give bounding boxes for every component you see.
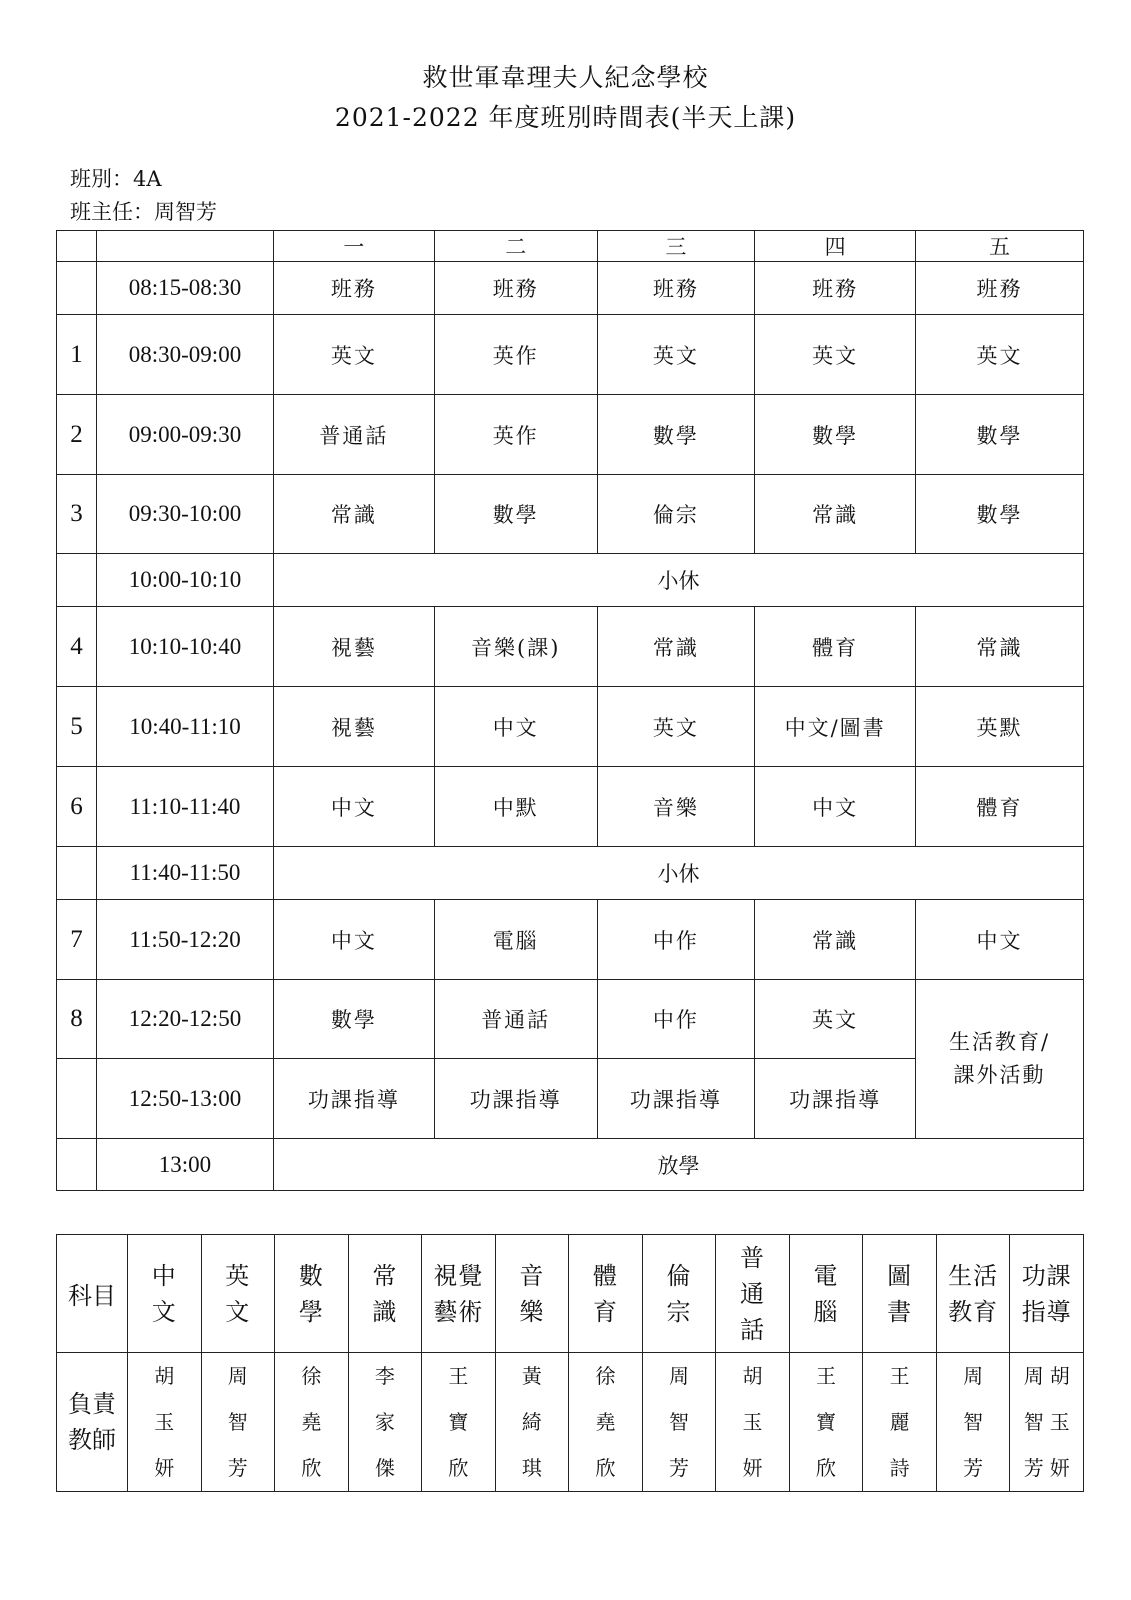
subject-name-part: 電 bbox=[813, 1261, 839, 1290]
subject-name-part: 圖 bbox=[887, 1261, 913, 1290]
lesson-cell: 中文/圖書 bbox=[755, 687, 916, 767]
subject-name-part: 育 bbox=[592, 1297, 618, 1326]
period-number bbox=[57, 262, 97, 315]
lesson-cell: 功課指導 bbox=[274, 1059, 435, 1139]
teacher-name-char: 芳 bbox=[1023, 1456, 1044, 1480]
period-number bbox=[57, 847, 97, 900]
lesson-cell: 班務 bbox=[434, 262, 597, 315]
lesson-cell: 中文 bbox=[755, 767, 916, 847]
friday-activity-line: 生活教育/ bbox=[948, 1030, 1051, 1055]
lesson-cell: 常識 bbox=[755, 900, 916, 980]
teacher-name-char: 欣 bbox=[301, 1456, 322, 1480]
subject-teacher bbox=[642, 1353, 716, 1492]
teacher-name-char: 王 bbox=[816, 1364, 837, 1388]
subject-row bbox=[57, 1235, 1084, 1353]
subject-name-part: 腦 bbox=[813, 1297, 839, 1326]
subject-name-part: 文 bbox=[151, 1297, 177, 1326]
subject-name-part: 識 bbox=[372, 1297, 398, 1326]
teacher-name-char: 李 bbox=[374, 1364, 395, 1388]
subject-name bbox=[348, 1235, 422, 1353]
lesson-cell: 音樂 bbox=[597, 767, 755, 847]
subject-teacher bbox=[348, 1353, 422, 1492]
subject-name bbox=[789, 1235, 863, 1353]
teacher-name-column bbox=[1050, 1353, 1070, 1491]
lesson-cell: 英文 bbox=[755, 980, 916, 1059]
lesson-cell: 常識 bbox=[916, 607, 1084, 687]
subject-name bbox=[1010, 1235, 1084, 1353]
subject-name-part: 體 bbox=[592, 1261, 618, 1290]
school-name: 救世軍韋理夫人紀念學校 bbox=[422, 63, 709, 92]
lesson-cell: 班務 bbox=[916, 262, 1084, 315]
teacher-name-char: 周 bbox=[227, 1364, 248, 1388]
lesson-cell: 中文 bbox=[274, 767, 435, 847]
teacher-name-char: 琪 bbox=[521, 1456, 542, 1480]
lesson-cell: 班務 bbox=[597, 262, 755, 315]
teacher-name-char: 堯 bbox=[595, 1410, 616, 1434]
lesson-cell: 英默 bbox=[916, 687, 1084, 767]
time-slot: 11:50-12:20 bbox=[96, 900, 273, 980]
teacher-row-label-text: 負責教師 bbox=[68, 1390, 116, 1454]
teacher-row-label bbox=[57, 1353, 128, 1492]
teacher-name-char: 智 bbox=[668, 1410, 689, 1434]
day-header-row bbox=[57, 231, 1084, 262]
teacher-name-char: 玉 bbox=[742, 1410, 763, 1434]
lesson-cell: 功課指導 bbox=[434, 1059, 597, 1139]
teacher-name-char: 周 bbox=[1023, 1364, 1044, 1388]
lesson-cell: 視藝 bbox=[274, 687, 435, 767]
subject-name-part: 普 bbox=[740, 1243, 766, 1272]
lesson-cell: 數學 bbox=[434, 475, 597, 554]
subject-name bbox=[642, 1235, 716, 1353]
subject-name-part: 常 bbox=[372, 1261, 398, 1290]
subject-name bbox=[128, 1235, 202, 1353]
lesson-cell: 倫宗 bbox=[597, 475, 755, 554]
subject-name bbox=[201, 1235, 275, 1353]
subject-name-part: 宗 bbox=[666, 1297, 692, 1326]
day-header: 四 bbox=[755, 231, 916, 262]
subject-teacher-table bbox=[56, 1234, 1084, 1492]
subject-teacher bbox=[1010, 1353, 1084, 1492]
period-number: 4 bbox=[57, 607, 97, 687]
subject-name bbox=[863, 1235, 937, 1353]
lesson-cell: 中作 bbox=[597, 900, 755, 980]
time-header-cell bbox=[96, 231, 273, 262]
lesson-cell: 數學 bbox=[597, 395, 755, 475]
lesson-cell: 常識 bbox=[755, 475, 916, 554]
subject-name-part: 學 bbox=[298, 1297, 324, 1326]
friday-activity-cell bbox=[916, 980, 1084, 1139]
period-number bbox=[57, 1059, 97, 1139]
teacher-name-char: 家 bbox=[374, 1410, 395, 1434]
lesson-cell: 音樂(課) bbox=[434, 607, 597, 687]
timetable-row bbox=[57, 980, 1084, 1059]
subject-name bbox=[716, 1235, 790, 1353]
teacher-name-char: 芳 bbox=[668, 1456, 689, 1480]
teacher-name-char: 徐 bbox=[595, 1364, 616, 1388]
lesson-cell: 中文 bbox=[274, 900, 435, 980]
lesson-cell: 數學 bbox=[755, 395, 916, 475]
time-slot: 09:00-09:30 bbox=[96, 395, 273, 475]
teacher-name-char: 周 bbox=[963, 1364, 984, 1388]
teacher-name-char: 妍 bbox=[154, 1456, 175, 1480]
subject-name-part: 藝術 bbox=[433, 1297, 484, 1326]
subject-name-part: 倫 bbox=[666, 1261, 692, 1290]
teacher-name-char: 堯 bbox=[301, 1410, 322, 1434]
teacher-name-char: 智 bbox=[227, 1410, 248, 1434]
subject-name-part: 文 bbox=[225, 1297, 251, 1326]
time-slot: 12:20-12:50 bbox=[96, 980, 273, 1059]
teacher-name-char: 王 bbox=[889, 1364, 910, 1388]
subject-name bbox=[495, 1235, 569, 1353]
time-slot: 13:00 bbox=[96, 1139, 273, 1191]
timetable-row bbox=[57, 900, 1084, 980]
teacher-name-char: 傑 bbox=[374, 1456, 395, 1480]
time-slot: 10:00-10:10 bbox=[96, 554, 273, 607]
lesson-cell: 常識 bbox=[274, 475, 435, 554]
lesson-cell: 體育 bbox=[916, 767, 1084, 847]
timetable-row bbox=[57, 767, 1084, 847]
teacher-name-char: 胡 bbox=[154, 1364, 175, 1388]
timetable-row bbox=[57, 1139, 1084, 1191]
day-header: 三 bbox=[597, 231, 755, 262]
break-cell: 放學 bbox=[274, 1139, 1084, 1191]
subject-name-part: 視覺 bbox=[433, 1261, 484, 1290]
subject-name-part: 樂 bbox=[519, 1297, 545, 1326]
subject-teacher bbox=[716, 1353, 790, 1492]
timetable bbox=[56, 230, 1084, 1191]
teacher-name-char: 王 bbox=[448, 1364, 469, 1388]
teacher-name-char: 周 bbox=[668, 1364, 689, 1388]
lesson-cell: 中文 bbox=[434, 687, 597, 767]
class-label: 班別：4A bbox=[70, 167, 162, 191]
time-slot: 12:50-13:00 bbox=[96, 1059, 273, 1139]
teacher-name-char: 麗 bbox=[889, 1410, 910, 1434]
timetable-row bbox=[57, 315, 1084, 395]
time-slot: 11:10-11:40 bbox=[96, 767, 273, 847]
friday-activity-line: 課外活動 bbox=[953, 1063, 1046, 1087]
teacher-name-char: 徐 bbox=[301, 1364, 322, 1388]
subject-teacher bbox=[936, 1353, 1010, 1492]
time-slot: 09:30-10:00 bbox=[96, 475, 273, 554]
subject-name bbox=[275, 1235, 349, 1353]
subject-teacher bbox=[275, 1353, 349, 1492]
subject-name bbox=[936, 1235, 1010, 1353]
corner-cell bbox=[57, 231, 97, 262]
subject-teacher bbox=[495, 1353, 569, 1492]
subject-name-part: 功課 bbox=[1021, 1261, 1072, 1290]
teacher-name-char: 智 bbox=[963, 1410, 984, 1434]
subject-name bbox=[422, 1235, 496, 1353]
subject-name-part: 音 bbox=[519, 1261, 545, 1290]
subject-teacher bbox=[863, 1353, 937, 1492]
subject-name-part: 教育 bbox=[948, 1297, 999, 1326]
teacher-name-char: 寶 bbox=[816, 1410, 837, 1434]
teacher-name-column bbox=[1024, 1353, 1044, 1491]
lesson-cell: 英文 bbox=[755, 315, 916, 395]
time-slot: 10:10-10:40 bbox=[96, 607, 273, 687]
teacher-name-char: 欣 bbox=[595, 1456, 616, 1480]
lesson-cell: 中默 bbox=[434, 767, 597, 847]
teacher-name-char: 智 bbox=[1023, 1410, 1044, 1434]
lesson-cell: 普通話 bbox=[274, 395, 435, 475]
period-number bbox=[57, 554, 97, 607]
subject-teacher bbox=[569, 1353, 643, 1492]
subject-name-part: 數 bbox=[298, 1261, 324, 1290]
time-slot: 08:30-09:00 bbox=[96, 315, 273, 395]
subject-name-part: 書 bbox=[887, 1297, 913, 1326]
day-header: 一 bbox=[274, 231, 435, 262]
teacher-name-char: 欣 bbox=[448, 1456, 469, 1480]
period-number: 6 bbox=[57, 767, 97, 847]
lesson-cell: 功課指導 bbox=[755, 1059, 916, 1139]
teacher-name-char: 妍 bbox=[1049, 1456, 1070, 1480]
subject-teacher bbox=[789, 1353, 863, 1492]
timetable-row bbox=[57, 607, 1084, 687]
period-number bbox=[57, 1139, 97, 1191]
timetable-subtitle: 2021-2022 年度班別時間表(半天上課) bbox=[334, 103, 797, 132]
lesson-cell: 英文 bbox=[916, 315, 1084, 395]
timetable-row bbox=[57, 475, 1084, 554]
subject-row-label: 科目 bbox=[57, 1235, 128, 1353]
timetable-row bbox=[57, 687, 1084, 767]
teacher-name-char: 欣 bbox=[816, 1456, 837, 1480]
teacher-row bbox=[57, 1353, 1084, 1492]
teacher-name-char: 玉 bbox=[1049, 1410, 1070, 1434]
period-number: 5 bbox=[57, 687, 97, 767]
subject-name-part: 生活 bbox=[948, 1261, 999, 1290]
subject-teacher bbox=[201, 1353, 275, 1492]
lesson-cell: 班務 bbox=[755, 262, 916, 315]
lesson-cell: 數學 bbox=[916, 475, 1084, 554]
lesson-cell: 數學 bbox=[916, 395, 1084, 475]
teacher-name-char: 玉 bbox=[154, 1410, 175, 1434]
lesson-cell: 中作 bbox=[597, 980, 755, 1059]
lesson-cell: 中文 bbox=[916, 900, 1084, 980]
timetable-row bbox=[57, 847, 1084, 900]
break-cell: 小休 bbox=[274, 847, 1084, 900]
time-slot: 08:15-08:30 bbox=[96, 262, 273, 315]
subject-name-part: 通 bbox=[740, 1279, 766, 1308]
lesson-cell: 功課指導 bbox=[597, 1059, 755, 1139]
period-number: 8 bbox=[57, 980, 97, 1059]
subject-teacher bbox=[128, 1353, 202, 1492]
teacher-name-char: 芳 bbox=[227, 1456, 248, 1480]
lesson-cell: 英文 bbox=[597, 315, 755, 395]
teacher-name-char: 妍 bbox=[742, 1456, 763, 1480]
subject-name-part: 話 bbox=[740, 1315, 766, 1344]
class-teacher-label: 班主任：周智芳 bbox=[70, 200, 217, 224]
teacher-name-char: 寶 bbox=[448, 1410, 469, 1434]
subject-name-part: 英 bbox=[225, 1261, 251, 1290]
period-number: 2 bbox=[57, 395, 97, 475]
teacher-name-char: 綺 bbox=[521, 1410, 542, 1434]
subject-name-part: 指導 bbox=[1021, 1297, 1072, 1326]
day-header: 二 bbox=[434, 231, 597, 262]
lesson-cell: 英作 bbox=[434, 395, 597, 475]
subject-name bbox=[569, 1235, 643, 1353]
lesson-cell: 數學 bbox=[274, 980, 435, 1059]
day-header: 五 bbox=[916, 231, 1084, 262]
lesson-cell: 英文 bbox=[597, 687, 755, 767]
period-number: 7 bbox=[57, 900, 97, 980]
lesson-cell: 視藝 bbox=[274, 607, 435, 687]
teacher-name-char: 胡 bbox=[1049, 1364, 1070, 1388]
break-cell: 小休 bbox=[274, 554, 1084, 607]
lesson-cell: 體育 bbox=[755, 607, 916, 687]
period-number: 1 bbox=[57, 315, 97, 395]
time-slot: 10:40-11:10 bbox=[96, 687, 273, 767]
lesson-cell: 電腦 bbox=[434, 900, 597, 980]
timetable-row bbox=[57, 395, 1084, 475]
teacher-name-char: 黃 bbox=[521, 1364, 542, 1388]
time-slot: 11:40-11:50 bbox=[96, 847, 273, 900]
subject-teacher bbox=[422, 1353, 496, 1492]
subject-name-part: 中 bbox=[151, 1261, 177, 1290]
lesson-cell: 英文 bbox=[274, 315, 435, 395]
lesson-cell: 英作 bbox=[434, 315, 597, 395]
teacher-name-char: 胡 bbox=[742, 1364, 763, 1388]
timetable-row bbox=[57, 554, 1084, 607]
lesson-cell: 班務 bbox=[274, 262, 435, 315]
timetable-row bbox=[57, 262, 1084, 315]
lesson-cell: 常識 bbox=[597, 607, 755, 687]
period-number: 3 bbox=[57, 475, 97, 554]
lesson-cell: 普通話 bbox=[434, 980, 597, 1059]
teacher-name-char: 詩 bbox=[889, 1456, 910, 1480]
teacher-name-char: 芳 bbox=[963, 1456, 984, 1480]
